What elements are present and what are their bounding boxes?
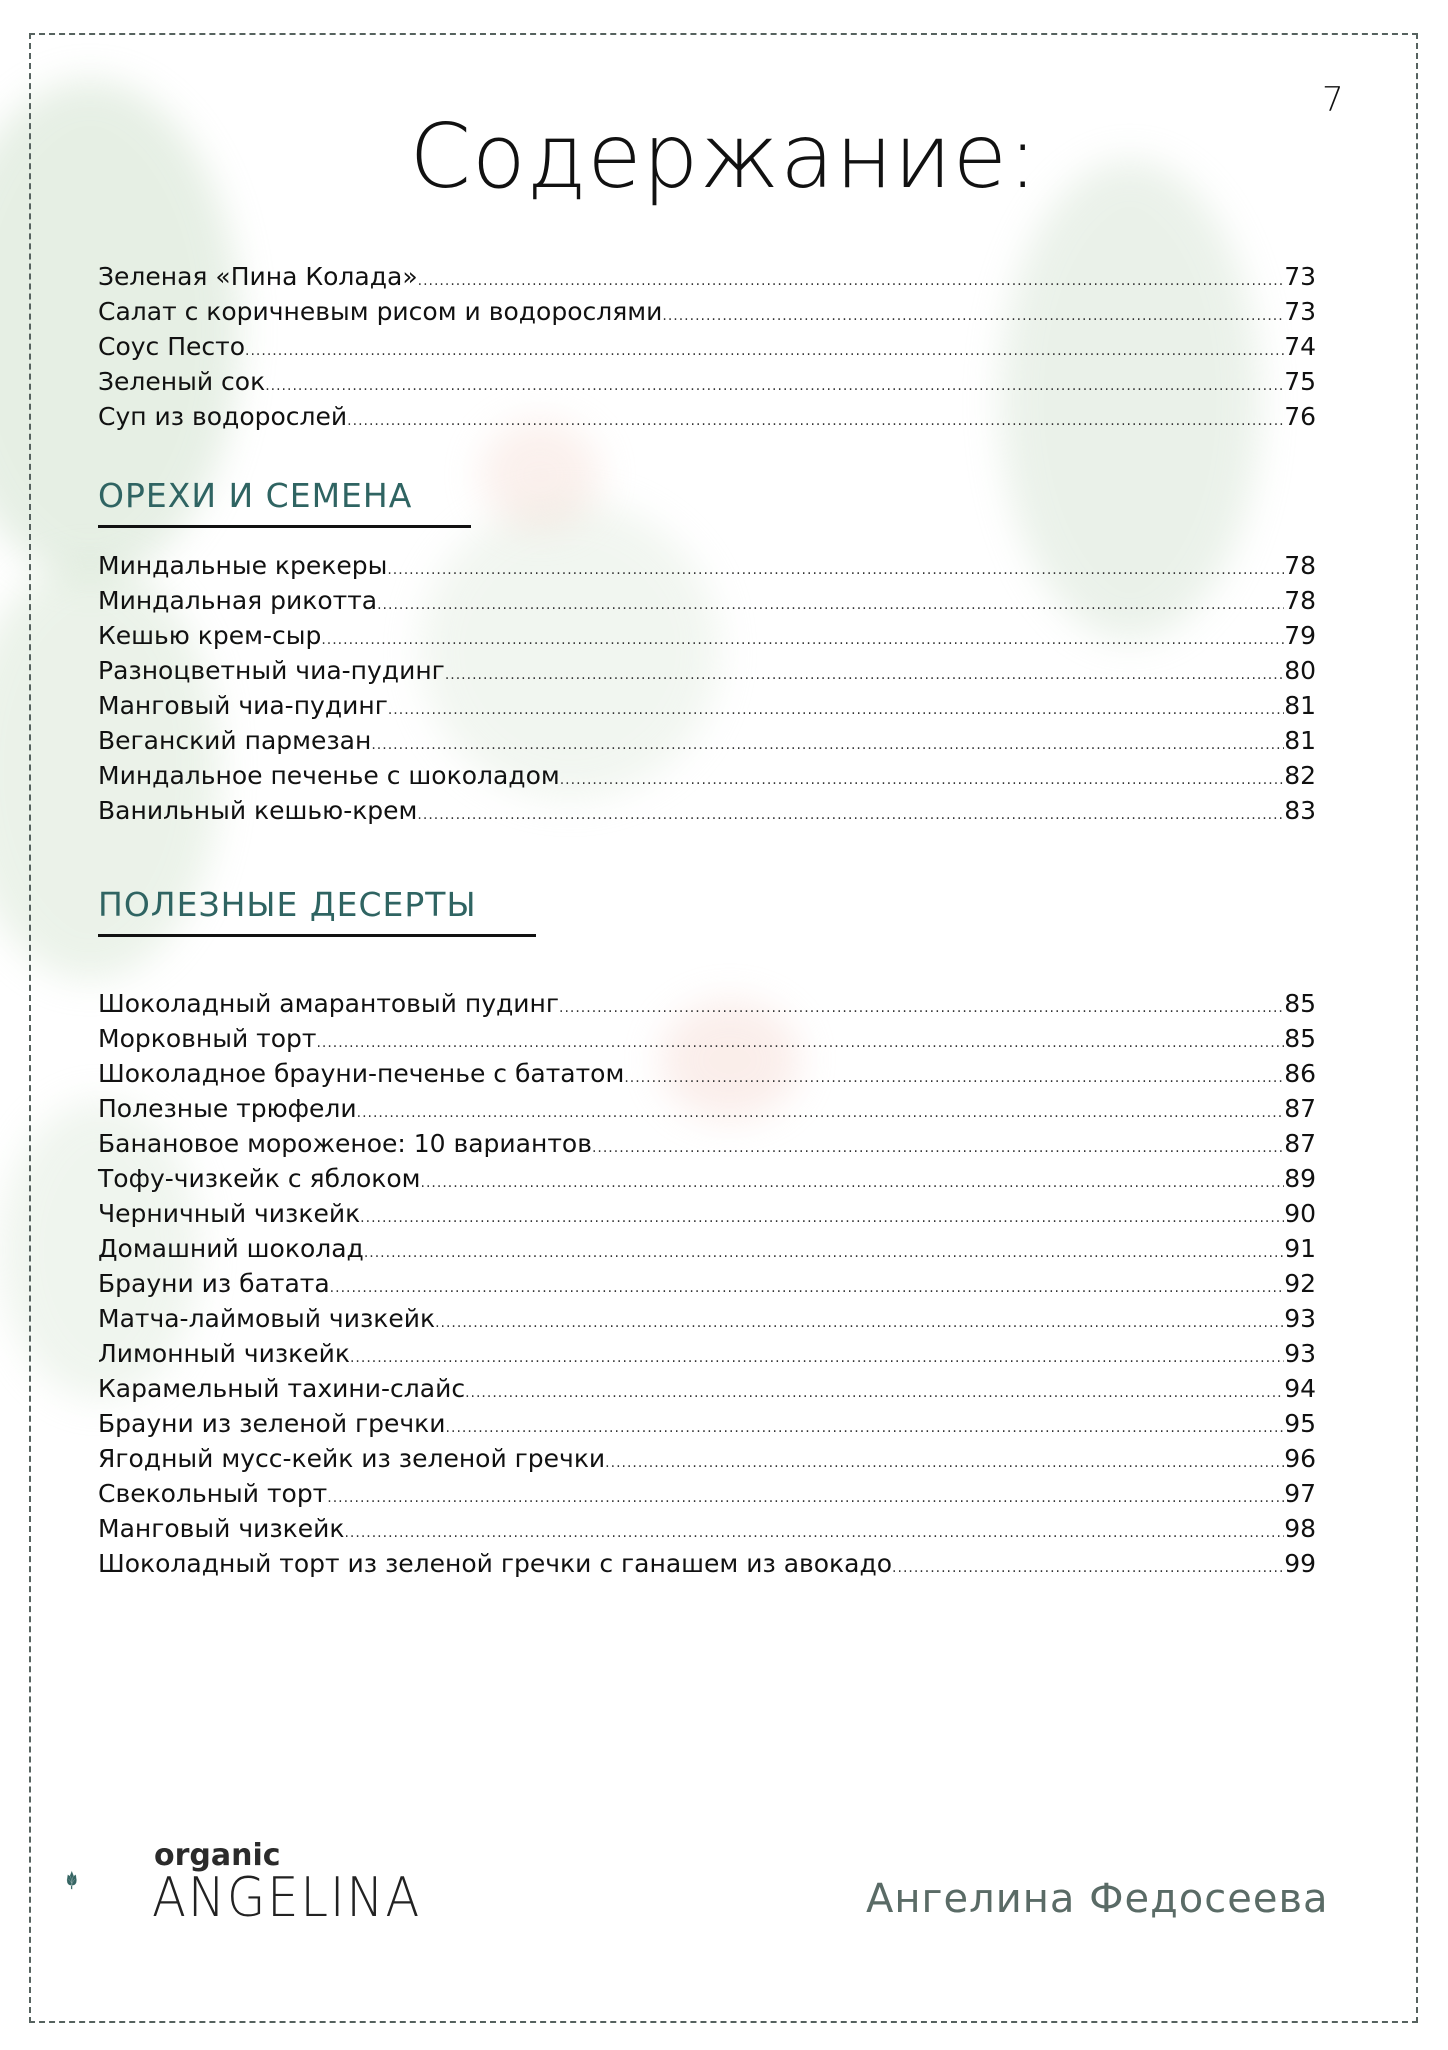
- toc-entry[interactable]: [98, 399, 1316, 434]
- toc-entry-title: Шоколадное брауни-печенье с бататом: [98, 1059, 625, 1088]
- toc-entry[interactable]: [98, 1231, 1316, 1266]
- dot-leader: [347, 404, 1284, 439]
- toc-entry[interactable]: [98, 1476, 1316, 1511]
- dot-leader: [624, 1061, 1284, 1096]
- toc-entry-title: Черничный чизкейк: [98, 1199, 361, 1228]
- dot-leader: [892, 1551, 1284, 1586]
- toc-entry[interactable]: [98, 1511, 1316, 1546]
- dot-leader: [377, 588, 1284, 623]
- toc-entry-page: 94: [1284, 1374, 1316, 1403]
- toc-entry-title: Ванильный кешью-крем: [98, 796, 418, 825]
- dot-leader: [421, 1166, 1285, 1201]
- toc-entry-title: Брауни из зеленой гречки: [98, 1409, 446, 1438]
- toc-section-desserts: [98, 986, 1316, 1581]
- toc-entry-page: 81: [1284, 691, 1316, 720]
- toc-entry-title: Домашний шоколад: [98, 1234, 364, 1263]
- toc-entry-page: 80: [1284, 656, 1316, 685]
- toc-entry[interactable]: [98, 1406, 1316, 1441]
- toc-entry-page: 91: [1284, 1234, 1316, 1263]
- toc-entry-page: 79: [1284, 621, 1316, 650]
- toc-entry-page: 86: [1284, 1059, 1316, 1088]
- toc-entry[interactable]: [98, 1196, 1316, 1231]
- toc-entry[interactable]: [98, 688, 1316, 723]
- toc-entry-page: 73: [1284, 262, 1316, 291]
- toc-entry-page: 96: [1284, 1444, 1316, 1473]
- toc-entry[interactable]: [98, 1161, 1316, 1196]
- toc-entry-title: Лимонный чизкейк: [98, 1339, 350, 1368]
- dot-leader: [559, 991, 1284, 1026]
- dot-leader: [245, 334, 1284, 369]
- toc-entry[interactable]: [98, 259, 1316, 294]
- section-heading-desserts: ПОЛЕЗНЫЕ ДЕСЕРТЫ: [98, 885, 477, 924]
- toc-entry-title: Манговый чиа-пудинг: [98, 691, 388, 720]
- dot-leader: [265, 369, 1284, 404]
- toc-entry[interactable]: [98, 1126, 1316, 1161]
- dot-leader: [330, 1271, 1285, 1306]
- toc-entry-title: Шоколадный торт из зеленой гречки с ганашем из авокадо: [98, 1549, 893, 1578]
- toc-entry-title: Тофу-чизкейк с яблоком: [98, 1164, 421, 1193]
- toc-entry[interactable]: [98, 653, 1316, 688]
- toc-entry-page: 85: [1284, 989, 1316, 1018]
- toc-section-nuts: [98, 548, 1316, 828]
- toc-entry[interactable]: [98, 294, 1316, 329]
- toc-entry-title: Миндальное печенье с шоколадом: [98, 761, 560, 790]
- toc-entry[interactable]: [98, 364, 1316, 399]
- toc-entry-page: 93: [1284, 1304, 1316, 1333]
- dot-leader: [445, 658, 1284, 693]
- toc-entry-page: 81: [1284, 726, 1316, 755]
- section-heading-nuts: ОРЕХИ И СЕМЕНА: [98, 476, 413, 515]
- toc-entry[interactable]: [98, 1336, 1316, 1371]
- toc-entry[interactable]: [98, 1056, 1316, 1091]
- dot-leader: [605, 1446, 1284, 1481]
- author-name: Ангелина Федосеева: [866, 1876, 1329, 1922]
- dot-leader: [465, 1376, 1284, 1411]
- logo-text-angelina: ANGELINA: [152, 1866, 422, 1929]
- toc-entry-title: Манговый чизкейк: [98, 1514, 345, 1543]
- toc-entry[interactable]: [98, 723, 1316, 758]
- dot-leader: [560, 763, 1284, 798]
- artichoke-logo-icon: [64, 1835, 154, 1925]
- dot-leader: [321, 623, 1284, 658]
- toc-entry-page: 82: [1284, 761, 1316, 790]
- toc-entry[interactable]: [98, 618, 1316, 653]
- toc-entry-title: Шоколадный амарантовый пудинг: [98, 989, 559, 1018]
- toc-entry-title: Разноцветный чиа-пудинг: [98, 656, 445, 685]
- page-number: 7: [1322, 80, 1344, 120]
- toc-entry-page: 85: [1284, 1024, 1316, 1053]
- toc-entry-page: 73: [1284, 297, 1316, 326]
- dot-leader: [388, 693, 1284, 728]
- toc-entry-title: Матча-лаймовый чизкейк: [98, 1304, 436, 1333]
- toc-entry-title: Полезные трюфели: [98, 1094, 357, 1123]
- logo-text-organic: organic: [154, 1838, 281, 1873]
- toc-entry[interactable]: [98, 986, 1316, 1021]
- toc-section-1: [98, 259, 1316, 434]
- toc-entry-page: 95: [1284, 1409, 1316, 1438]
- dot-leader: [327, 1481, 1284, 1516]
- toc-entry-title: Карамельный тахини-слайс: [98, 1374, 466, 1403]
- toc-entry-page: 93: [1284, 1339, 1316, 1368]
- toc-entry-title: Банановое мороженое: 10 вариантов: [98, 1129, 592, 1158]
- page-title: Содержание:: [409, 105, 1039, 208]
- toc-entry-page: 83: [1284, 796, 1316, 825]
- toc-entry[interactable]: [98, 548, 1316, 583]
- toc-entry[interactable]: [98, 1441, 1316, 1476]
- toc-entry-title: Миндальная рикотта: [98, 586, 378, 615]
- toc-entry-title: Ягодный мусс-кейк из зеленой гречки: [98, 1444, 606, 1473]
- toc-entry-title: Брауни из батата: [98, 1269, 330, 1298]
- dot-leader: [387, 553, 1284, 588]
- toc-entry[interactable]: [98, 1371, 1316, 1406]
- toc-entry-title: Свекольный торт: [98, 1479, 328, 1508]
- toc-entry[interactable]: [98, 1546, 1316, 1581]
- dot-leader: [417, 798, 1284, 833]
- toc-entry-title: Салат с коричневым рисом и водорослями: [98, 297, 663, 326]
- toc-entry-title: Соус Песто: [98, 332, 246, 361]
- dot-leader: [360, 1201, 1284, 1236]
- toc-entry[interactable]: [98, 793, 1316, 828]
- toc-entry-page: 99: [1284, 1549, 1316, 1578]
- toc-entry-title: Зеленая «Пина Колада»: [98, 262, 418, 291]
- toc-entry-page: 78: [1284, 551, 1316, 580]
- dot-leader: [364, 1236, 1284, 1271]
- toc-entry-page: 87: [1284, 1129, 1316, 1158]
- toc-entry[interactable]: [98, 758, 1316, 793]
- toc-entry-page: 78: [1284, 586, 1316, 615]
- toc-entry-title: Кешью крем-сыр: [98, 621, 322, 650]
- toc-entry-title: Морковный торт: [98, 1024, 317, 1053]
- toc-entry-title: Миндальные крекеры: [98, 551, 388, 580]
- toc-entry-title: Веганский пармезан: [98, 726, 372, 755]
- toc-entry-title: Суп из водорослей: [98, 402, 348, 431]
- dot-leader: [592, 1131, 1284, 1166]
- toc-entry-page: 90: [1284, 1199, 1316, 1228]
- toc-entry[interactable]: [98, 583, 1316, 618]
- toc-entry[interactable]: [98, 1021, 1316, 1056]
- toc-entry[interactable]: [98, 329, 1316, 364]
- toc-entry-title: Зеленый сок: [98, 367, 266, 396]
- toc-entry-page: 76: [1284, 402, 1316, 431]
- dot-leader: [662, 299, 1284, 334]
- section-underline: [98, 934, 536, 937]
- toc-entry-page: 92: [1284, 1269, 1316, 1298]
- toc-entry[interactable]: [98, 1301, 1316, 1336]
- toc-entry-page: 97: [1284, 1479, 1316, 1508]
- toc-entry-page: 75: [1284, 367, 1316, 396]
- section-underline: [98, 525, 471, 528]
- toc-entry-page: 89: [1284, 1164, 1316, 1193]
- dot-leader: [435, 1306, 1284, 1341]
- dot-leader: [350, 1341, 1284, 1376]
- toc-entry-page: 74: [1284, 332, 1316, 361]
- toc-entry-page: 98: [1284, 1514, 1316, 1543]
- toc-entry[interactable]: [98, 1091, 1316, 1126]
- toc-entry[interactable]: [98, 1266, 1316, 1301]
- toc-entry-page: 87: [1284, 1094, 1316, 1123]
